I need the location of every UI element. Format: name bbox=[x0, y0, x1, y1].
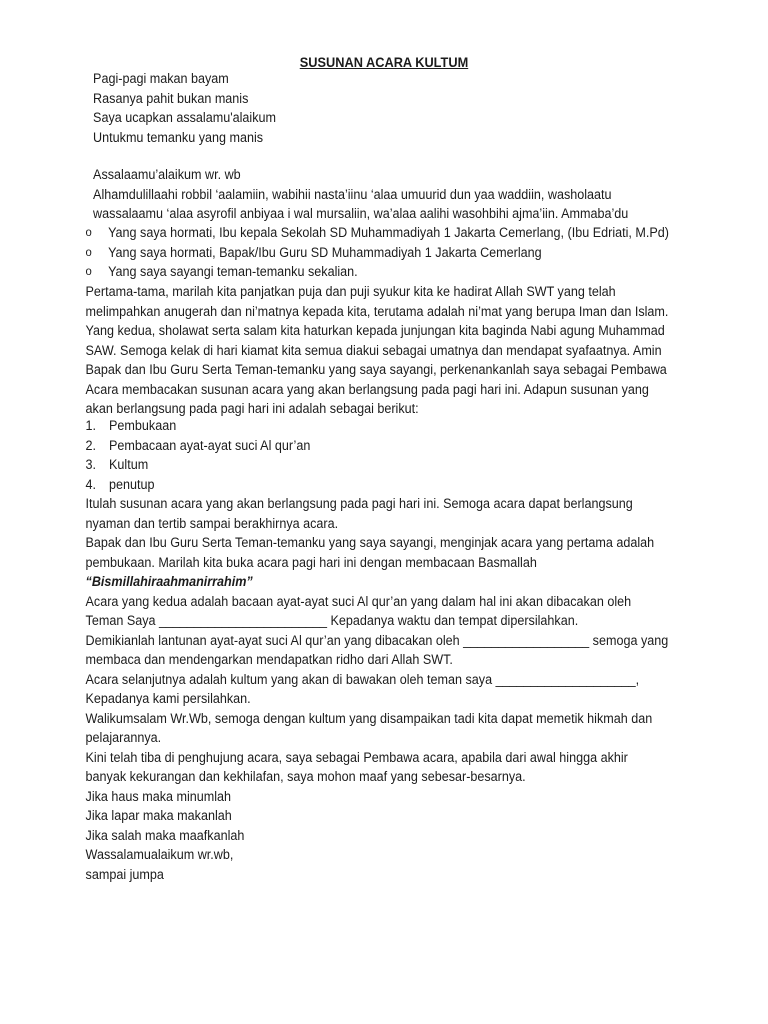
closing-salam: Wassalamualaikum wr.wb, bbox=[85, 847, 234, 862]
agenda-text: penutup bbox=[109, 476, 155, 492]
document-title: SUSUNAN ACARA KULTUM bbox=[299, 55, 469, 70]
agenda-item bbox=[86, 416, 311, 436]
agenda-text: Pembukaan bbox=[109, 418, 177, 433]
paragraph-line: akan berlangsung pada pagi hari ini adalah sebagai berikut: bbox=[85, 401, 419, 416]
agenda-number: 4. bbox=[85, 476, 97, 492]
agenda-item bbox=[86, 455, 311, 475]
paragraph-line: Acara membacakan susunan acara yang akan berlangsung pada pagi hari ini. Adapun susunan yang bbox=[85, 381, 649, 397]
farewell-text: sampai jumpa bbox=[85, 866, 164, 882]
greeting-line: Alhamdulillaahi robbil ‘aalamiin, wabihii nasta’iinu ‘alaa umuurid dun yaa waddiin, washolaatu bbox=[93, 186, 612, 202]
intro-paragraph bbox=[86, 282, 669, 419]
paragraph-line: Acara yang kedua adalah bacaan ayat-ayat suci Al qur’an yang dalam hal ini akan dibacakan oleh bbox=[85, 593, 632, 609]
agenda-text: Kultum bbox=[109, 457, 149, 472]
paragraph-line: Demikianlah lantunan ayat-ayat suci Al qur’an yang dibacakan oleh __________________ semoga yang bbox=[85, 632, 669, 648]
paragraph-line: nyaman dan tertib sampai berakhirnya acara. bbox=[85, 515, 339, 531]
agenda-item bbox=[86, 436, 311, 456]
agenda-number: 2. bbox=[85, 437, 97, 453]
paragraph-line: Teman Saya ________________________ Kepadanya waktu dan tempat dipersilahkan. bbox=[85, 613, 579, 628]
list-item bbox=[86, 262, 669, 282]
pantun-line: Pagi-pagi makan bayam bbox=[93, 71, 229, 86]
greeting-paragraph bbox=[93, 165, 628, 224]
pantun-closing-line: Jika salah maka maafkanlah bbox=[85, 827, 245, 843]
paragraph-line: Bapak dan Ibu Guru Serta Teman-temanku yang saya sayangi, perkenankanlah saya sebagai Pembawa bbox=[85, 362, 667, 377]
paragraph-line: Kepadanya kami persilahkan. bbox=[85, 691, 251, 706]
list-item bbox=[86, 243, 669, 263]
pantun-line: Untukmu temanku yang manis bbox=[93, 129, 264, 145]
bullet-icon: o bbox=[85, 244, 92, 259]
closing-paragraph-1 bbox=[86, 494, 669, 884]
list-item-text: Yang saya hormati, Ibu kepala Sekolah SD Muhammadiyah 1 Jakarta Cemerlang, (Ibu Edriati, M.Pd) bbox=[108, 225, 669, 240]
salutation-list bbox=[86, 223, 669, 282]
paragraph-line: Pertama-tama, marilah kita panjatkan puja dan puji syukur kita ke hadirat Allah SWT yang telah bbox=[85, 284, 616, 299]
pantun-opening bbox=[93, 69, 276, 147]
paragraph-line: Kini telah tiba di penghujung acara, saya sebagai Pembawa acara, apabila dari awal hingga akhir bbox=[85, 749, 628, 765]
pantun-closing-line: Jika lapar maka makanlah bbox=[85, 808, 232, 823]
paragraph-line: pembukaan. Marilah kita buka acara pagi hari ini dengan membacaan Basmallah bbox=[85, 554, 537, 570]
paragraph-line: Acara selanjutnya adalah kultum yang akan di bawakan oleh teman saya ____________________, bbox=[85, 671, 640, 687]
list-item-text: Yang saya sayangi teman-temanku sekalian. bbox=[108, 264, 358, 279]
agenda-text: Pembacaan ayat-ayat suci Al qur’an bbox=[109, 437, 311, 453]
agenda-number: 1. bbox=[85, 418, 97, 433]
greeting-line: wassalaamu ‘alaa asyrofil anbiyaa i wal mursaliin, wa’alaa aalihi wasohbihi ajma’iin. Ammaba’du bbox=[93, 206, 629, 221]
list-item bbox=[86, 223, 669, 243]
paragraph-line: banyak kekurangan dan kekhilafan, saya mohon maaf yang sebesar-besarnya. bbox=[85, 769, 526, 784]
bullet-icon: o bbox=[85, 225, 92, 239]
paragraph-line: Walikumsalam Wr.Wb, semoga dengan kultum yang disampaikan tadi kita dapat memetik hikmah dan bbox=[85, 710, 653, 726]
paragraph-line: melimpahkan anugerah dan ni’matnya kepada kita, terutama adalah ni’mat yang berupa Iman dan Islam. bbox=[85, 303, 669, 319]
list-item-text: Yang saya hormati, Bapak/Ibu Guru SD Muhammadiyah 1 Jakarta Cemerlang bbox=[108, 244, 542, 260]
bullet-icon: o bbox=[85, 264, 92, 278]
pantun-line: Rasanya pahit bukan manis bbox=[93, 90, 249, 106]
paragraph-line: Yang kedua, sholawat serta salam kita haturkan kepada junjungan kita baginda Nabi agung Muhammad bbox=[85, 323, 665, 338]
agenda-item bbox=[86, 475, 311, 495]
paragraph-line: Bapak dan Ibu Guru Serta Teman-temanku yang saya sayangi, menginjak acara yang pertama adalah bbox=[85, 535, 655, 550]
pantun-line: Saya ucapkan assalamu'alaikum bbox=[93, 110, 276, 125]
pantun-closing-line: Jika haus maka minumlah bbox=[85, 788, 232, 804]
greeting-line: Assalaamu’alaikum wr. wb bbox=[93, 167, 241, 182]
paragraph-line: Itulah susunan acara yang akan berlangsung pada pagi hari ini. Semoga acara dapat berlangsung bbox=[85, 496, 633, 511]
basmallah-text: “Bismillahiraahmanirrahim” bbox=[85, 574, 253, 589]
paragraph-line: pelajarannya. bbox=[85, 730, 162, 745]
agenda-number: 3. bbox=[85, 457, 97, 472]
paragraph-line: membaca dan mendengarkan mendapatkan ridho dari Allah SWT. bbox=[85, 652, 453, 667]
paragraph-line: SAW. Semoga kelak di hari kiamat kita semua diakui sebagai umatnya dan mendapat syafaatnya. Amin bbox=[85, 342, 662, 358]
agenda-list bbox=[86, 416, 311, 494]
